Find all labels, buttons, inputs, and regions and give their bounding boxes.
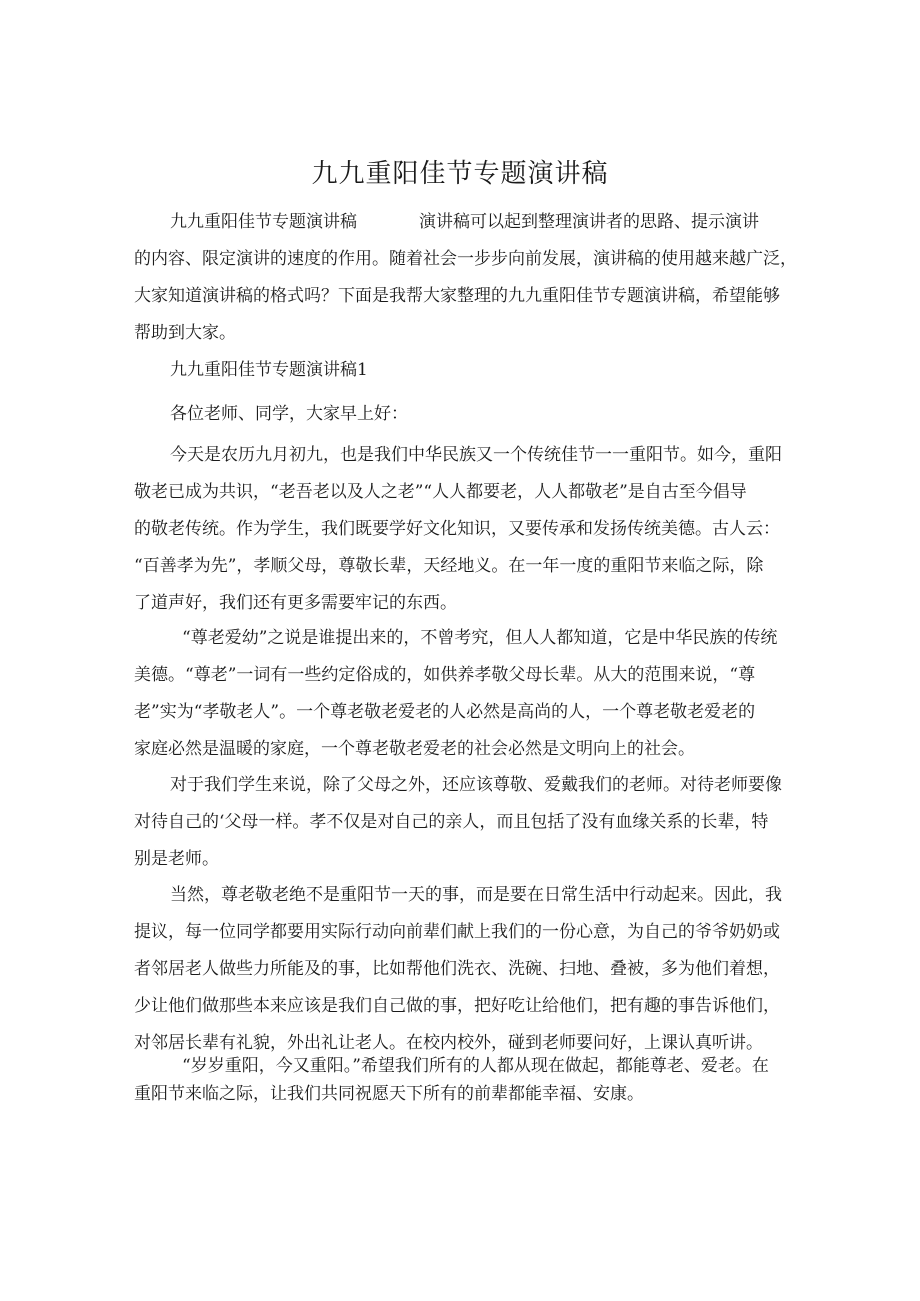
greeting [134,396,794,433]
paragraph-line: 对邻居长辈有礼貌，外出礼让老人。在校内校外，碰到老师要问好，上课认真听讲。 [134,1033,763,1053]
paragraph-line: “百善孝为先”，孝顺父母，尊敬长辈，天经地义。在一年一度的重阳节来临之际，除 [134,556,764,576]
intro-line [134,204,794,241]
paragraph-line: 老”实为“孝敬老人”。一个尊老敬老爱老的人必然是高尚的人，一个尊老敬老爱老的 [134,702,756,722]
paragraph-2 [134,620,794,768]
intro-paragraph [134,204,797,352]
intro-text: 演讲稿可以起到整理演讲者的思路、提示演讲 [419,212,759,232]
paragraph-line: 了道声好，我们还有更多需要牢记的东西。 [134,593,457,613]
greeting-text: 各位老师、同学，大家早上好： [170,404,408,424]
paragraph-line: 重阳节来临之际，让我们共同祝愿天下所有的前辈都能幸福、安康。 [134,1084,644,1104]
intro-lead: 九九重阳佳节专题演讲稿 [170,212,357,232]
paragraph-line: 别是老师。 [134,849,219,869]
paragraph-4 [134,877,794,1062]
paragraph-line: 对待自己的‘父母一样。孝不仅是对自己的亲人，而且包括了没有血缘关系的长辈，特 [134,812,769,832]
paragraph-line: “岁岁重阳，今又重阳。”希望我们所有的人都从现在做起，都能尊老、爱老。在 [182,1056,769,1076]
paragraph-line: 对于我们学生来说，除了父母之外，还应该尊敬、爱戴我们的老师。对待老师要像 [170,775,782,795]
intro-line: 的内容、限定演讲的速度的作用。随着社会一步步向前发展，演讲稿的使用越来越广泛， [134,249,797,269]
intro-line: 帮助到大家。 [134,323,236,343]
paragraph-3 [134,767,794,878]
page-title: 九九重阳佳节专题演讲稿 [311,159,609,189]
paragraph-line: “尊老爱幼”之说是谁提出来的，不曾考究，但人人都知道，它是中华民族的传统 [182,628,778,648]
paragraph-line: 美德。“尊老”一词有一些约定俗成的，如供养孝敬父母长辈。从大的范围来说，“尊 [134,665,756,685]
section-subtitle [134,352,794,389]
paragraph-line: 提议，每一位同学都要用实际行动向前辈们献上我们的一份心意，为自己的爷爷奶奶或 [134,922,780,942]
paragraph-line: 家庭必然是温暖的家庭，一个尊老敬老爱老的社会必然是文明向上的社会。 [134,739,695,759]
paragraph-line: 敬老已成为共识，“老吾老以及人之老”“人人都要老，人人都敬老”是自古至今倡导 [134,482,747,502]
paragraph-line: 当然，尊老敬老绝不是重阳节一天的事，而是要在日常生活中行动起来。因此，我 [170,885,782,905]
paragraph-5 [134,1052,794,1108]
paragraph-line: 今天是农历九月初九，也是我们中华民族又一个传统佳节一一重阳节。如今，重阳 [170,445,782,465]
intro-line: 大家知道演讲稿的格式吗？下面是我帮大家整理的九九重阳佳节专题演讲稿，希望能够 [134,286,780,306]
paragraph-line: 的敬老传统。作为学生，我们既要学好文化知识，又要传承和发扬传统美德。古人云： [134,519,780,539]
paragraph-1 [134,437,794,622]
paragraph-line: 者邻居老人做些力所能及的事，比如帮他们洗衣、洗碗、扫地、叠被，多为他们着想， [134,959,780,979]
paragraph-line: 少让他们做那些本来应该是我们自己做的事，把好吃让给他们，把有趣的事告诉他们， [134,996,780,1016]
subtitle-text: 九九重阳佳节专题演讲稿1 [170,360,368,380]
